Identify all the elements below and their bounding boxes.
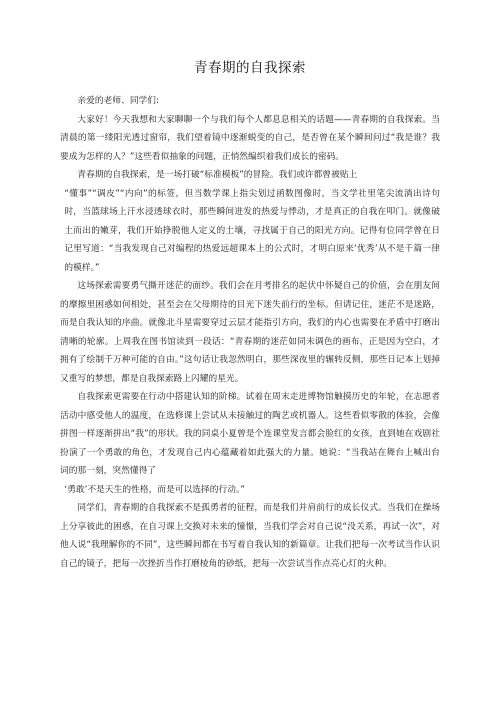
body-paragraph: ‘勇敢’不是天生的性格，而是可以选择的行动。” xyxy=(64,484,245,495)
body-paragraph: “懂事”“调皮”“内向”的标签，但当数学课上指尖划过函数图像时，当文学社里笔尖流淌出诗句时，当篮球场上汗水浸透球衣时，那些瞬间迸发的热爱与悸动，才是真正的自我在叩门。就像破土而出的嫩芽，我们开始挣脱他人定义的土壤，寻找属于自己的阳光方向。记得有位同学曾在日记里写道：“当我发现自己对编程的热爱远超课本上的公式时，才明白原来‘优秀’从不是千篇一律的模样。” xyxy=(64,188,440,273)
body-paragraph: 大家好！今天我想和大家聊聊一个与我们每个人都息息相关的话题——青春期的自我探索。当清晨的第一缕阳光透过窗帘，我们望着镜中逐渐蜕变的自己，是否曾在某个瞬间问过“我是谁？我要成为怎样的人？”这些看似抽象的问题，正悄然编织着我们成长的密码。 xyxy=(60,114,440,162)
body-paragraph: 这场探索需要勇气撕开迷茫的面纱。我们会在月考排名的起伏中怀疑自己的价值，会在朋友间的摩擦里困惑如何相处，甚至会在父母期待的目光下迷失前行的坐标。但请记住，迷茫不是迷路，而是自我认知的序曲。就像北斗星需要穿过云层才能指引方向，我们的内心也需要在矛盾中打磨出清晰的轮廓。上周我在图书馆读到一段话：“青春期的迷茫如同未调色的画布，正是因为空白，才拥有了绘制千万种可能的自由。”这句话让我忽然明白，那些深夜里的辗转反侧，那些日记本上划掉又重写的梦想，都是自我探索路上闪耀的星光。 xyxy=(60,281,440,384)
salutation-paragraph: 亲爱的老师、同学们: xyxy=(77,96,160,106)
body-paragraph: 青春期的自我探索，是一场打破“标准模板”的冒险。我们或许都曾被贴上 xyxy=(77,170,358,180)
page-title: 青春期的自我探索 xyxy=(194,60,306,76)
closing-paragraph: 同学们，青春期的自我探索不是孤勇者的征程，而是我们并肩前行的成长仪式。当我们在操场上分享彼此的困惑，在自习课上交换对未来的憧憬，当我们学会对自己说“没关系，再试一次”，对他人说“我理解你的不同”，这些瞬间都在书写着自我认知的新篇章。让我们把每一次考试当作认识自己的镜子，把每一次挫折当作打磨棱角的砂纸，把每一次尝试当作点亮心灯的火种。 xyxy=(60,503,440,569)
body-paragraph: 自我探索更需要在行动中搭建认知的阶梯。试着在周末走进博物馆触摸历史的年轮，在志愿者活动中感受他人的温度，在选修课上尝试从未接触过的陶艺或机器人。这些看似零散的体验，会像拼图一样逐渐拼出“我”的形状。我的同桌小夏曾是个连课堂发言都会脸红的女孩，直到她在戏剧社扮演了一个勇敢的角色，才发现自己内心蕴藏着如此强大的力量。她说：“当我站在舞台上喊出台词的那一刻，突然懂得了 xyxy=(60,392,440,476)
